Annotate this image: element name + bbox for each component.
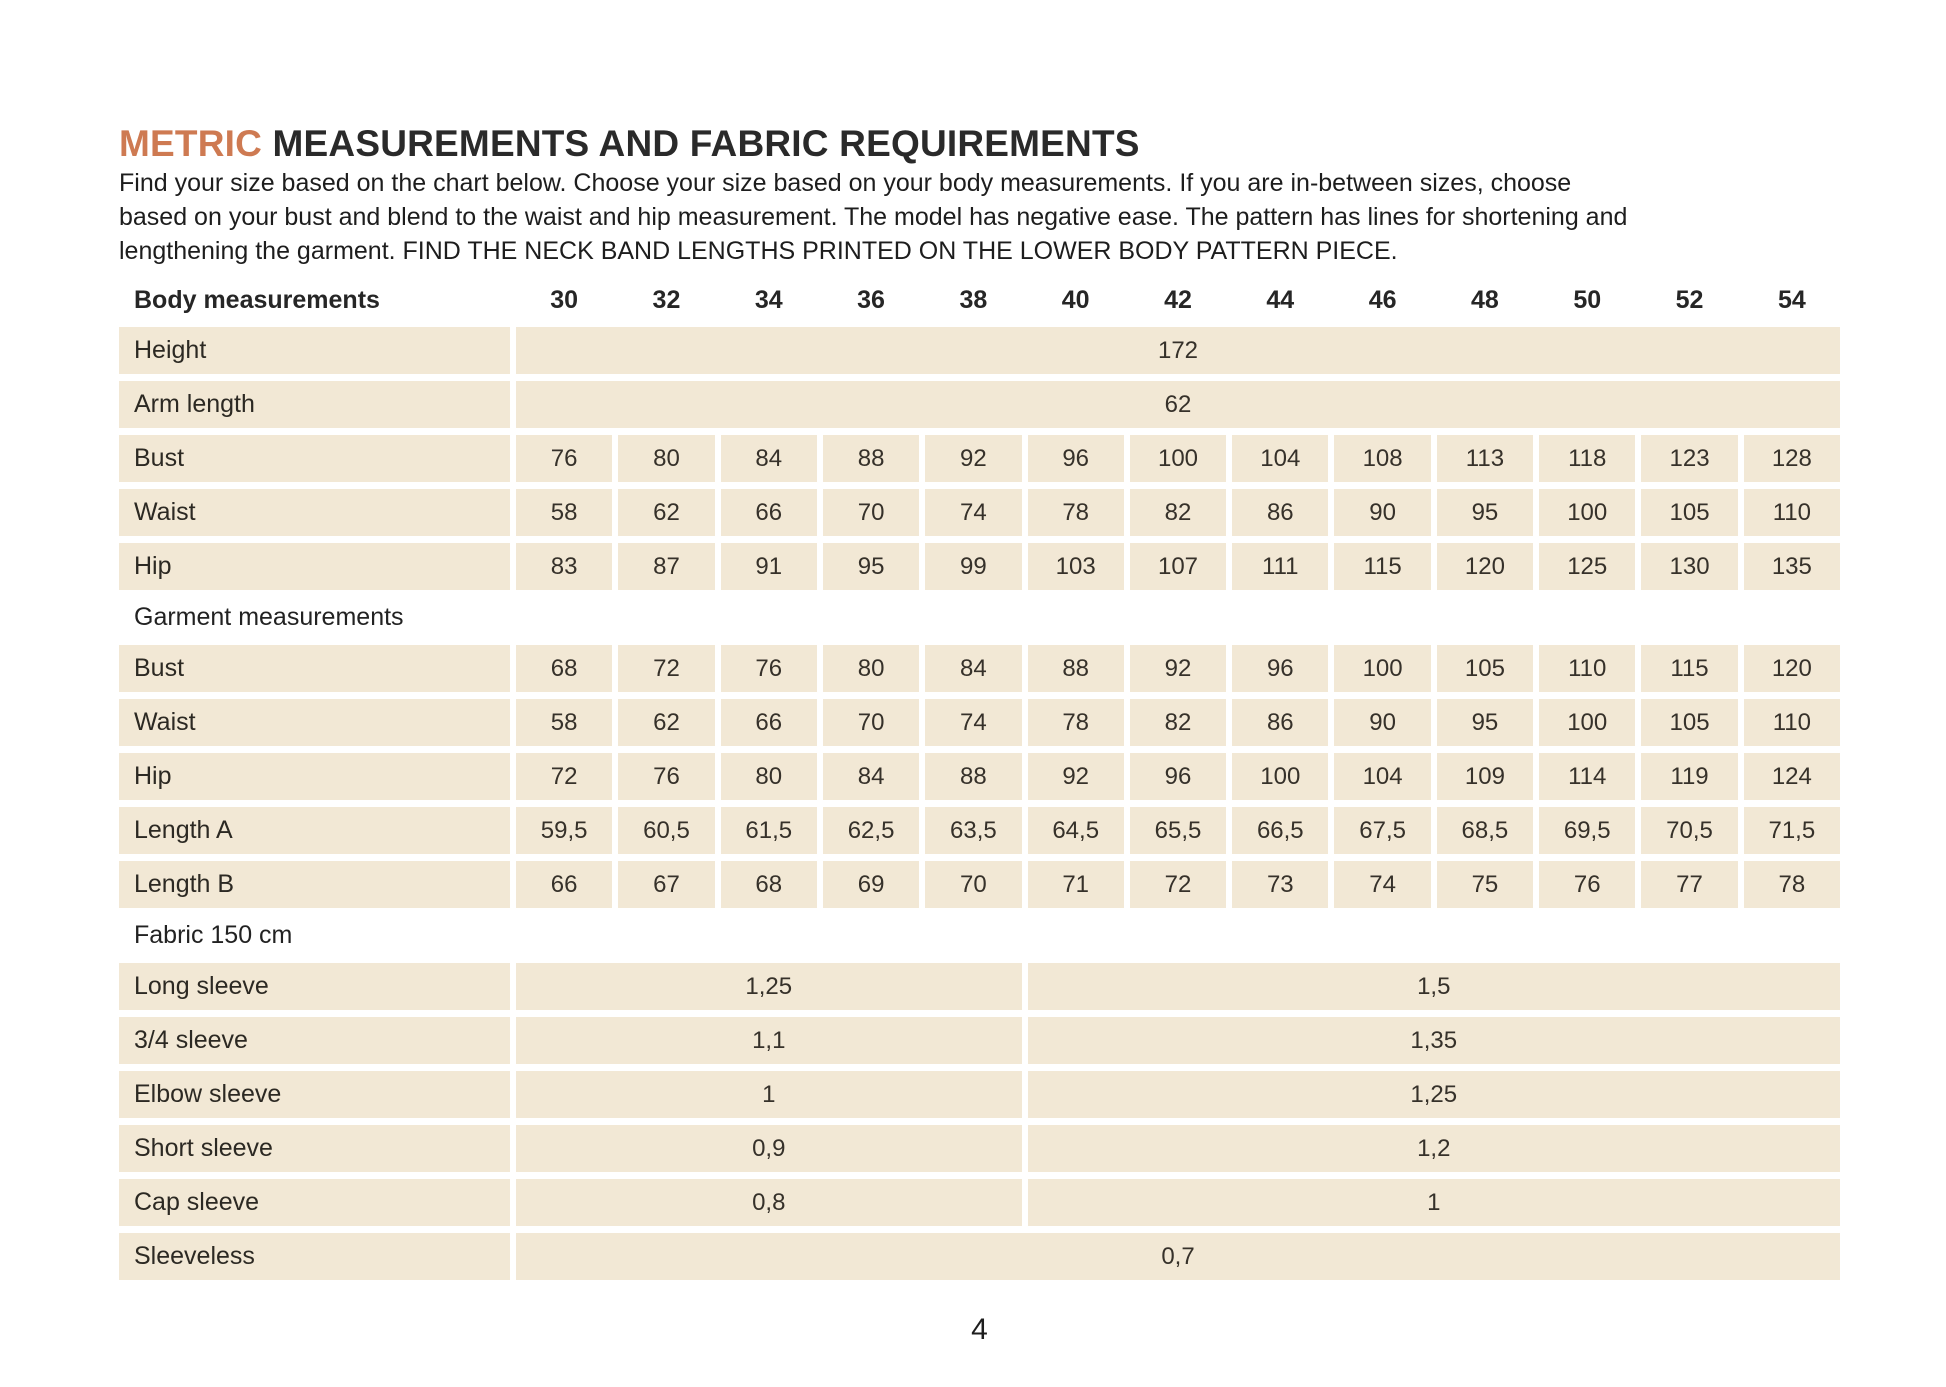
table-cell: 113 (1437, 435, 1533, 482)
table-row (119, 1179, 1840, 1226)
table-cell: 86 (1232, 699, 1328, 746)
table-cell: 100 (1539, 699, 1635, 746)
section-heading: Fabric 150 cm (134, 920, 293, 949)
table-cell: 78 (1028, 699, 1124, 746)
table-cell: 123 (1641, 435, 1737, 482)
table-cell: 63,5 (925, 807, 1021, 854)
page-number: 4 (971, 1313, 988, 1346)
table-cell: 100 (1334, 645, 1430, 692)
table-cell: 72 (1130, 861, 1226, 908)
table-cell-merged: 1,25 (516, 963, 1022, 1010)
table-cell: 70,5 (1641, 807, 1737, 854)
row-label: Short sleeve (119, 1125, 510, 1172)
table-cell: 92 (925, 435, 1021, 482)
table-cell: 104 (1334, 753, 1430, 800)
table-cell: 74 (1334, 861, 1430, 908)
table-cell: 87 (618, 543, 714, 590)
table-cell: 125 (1539, 543, 1635, 590)
table-cell: 100 (1232, 753, 1328, 800)
table-cell: 62,5 (823, 807, 919, 854)
table-cell: 95 (1437, 699, 1533, 746)
table-cell: 96 (1130, 753, 1226, 800)
table-row (119, 861, 1840, 908)
row-label: Height (119, 327, 510, 374)
table-cell: 66 (721, 699, 817, 746)
intro-line: lengthening the garment. FIND THE NECK BAND LENGTHS PRINTED ON THE LOWER BODY PATTERN PIECE. (119, 237, 1398, 265)
table-cell: 88 (925, 753, 1021, 800)
table-cell: 96 (1232, 645, 1328, 692)
table-cell: 108 (1334, 435, 1430, 482)
table-cell: 86 (1232, 489, 1328, 536)
table-cell-merged: 1 (516, 1071, 1022, 1118)
table-cell: 80 (823, 645, 919, 692)
table-cell: 135 (1744, 543, 1840, 590)
row-label: Length A (119, 807, 510, 854)
table-cell: 68 (516, 645, 612, 692)
table-cell: 62 (618, 699, 714, 746)
table-cell-merged: 62 (516, 381, 1840, 428)
table-cell: 67,5 (1334, 807, 1430, 854)
title-rest: MEASUREMENTS AND FABRIC REQUIREMENTS (272, 123, 1140, 164)
table-cell: 99 (925, 543, 1021, 590)
table-cell: 96 (1028, 435, 1124, 482)
table-cell: 69,5 (1539, 807, 1635, 854)
table-cell: 65,5 (1130, 807, 1226, 854)
column-header-size: 44 (1266, 285, 1295, 314)
table-cell: 105 (1641, 489, 1737, 536)
table-cell: 59,5 (516, 807, 612, 854)
table-cell-merged: 0,9 (516, 1125, 1022, 1172)
table-cell: 58 (516, 489, 612, 536)
intro-line: based on your bust and blend to the waist and hip measurement. The model has negative ease. The pattern has lines for shortening and (119, 203, 1628, 231)
column-header-size: 38 (959, 285, 988, 314)
table-cell: 88 (1028, 645, 1124, 692)
table-cell: 77 (1641, 861, 1737, 908)
column-header-size: 36 (857, 285, 885, 314)
table-row (119, 381, 1840, 428)
table-cell: 68 (721, 861, 817, 908)
table-cell: 69 (823, 861, 919, 908)
table-cell: 80 (618, 435, 714, 482)
table-cell: 105 (1641, 699, 1737, 746)
row-label: Sleeveless (119, 1233, 510, 1280)
table-cell: 78 (1028, 489, 1124, 536)
row-label: 3/4 sleeve (119, 1017, 510, 1064)
table-row (119, 807, 1840, 854)
row-label: Hip (119, 543, 510, 590)
table-cell: 109 (1437, 753, 1533, 800)
table-cell-merged: 172 (516, 327, 1840, 374)
table-cell: 84 (823, 753, 919, 800)
intro-line: Find your size based on the chart below. Choose your size based on your body measurements. If you are in-between sizes, choose (119, 169, 1572, 197)
table-cell-merged: 0,8 (516, 1179, 1022, 1226)
table-cell: 78 (1744, 861, 1840, 908)
table-cell: 104 (1232, 435, 1328, 482)
table-cell: 60,5 (618, 807, 714, 854)
table-cell: 115 (1641, 645, 1737, 692)
table-cell-merged: 1,2 (1028, 1125, 1840, 1172)
table-cell: 82 (1130, 699, 1226, 746)
row-label: Bust (119, 645, 510, 692)
column-header-size: 32 (652, 285, 681, 314)
table-cell: 114 (1539, 753, 1635, 800)
table-cell: 84 (721, 435, 817, 482)
measurements-table (119, 281, 1840, 1280)
row-label: Bust (119, 435, 510, 482)
table-cell: 58 (516, 699, 612, 746)
row-label: Waist (119, 699, 510, 746)
table-cell: 95 (1437, 489, 1533, 536)
table-cell: 107 (1130, 543, 1226, 590)
table-cell: 130 (1641, 543, 1737, 590)
table-cell: 83 (516, 543, 612, 590)
table-cell: 76 (1539, 861, 1635, 908)
table-row (119, 435, 1840, 482)
row-label: Waist (119, 489, 510, 536)
row-label: Arm length (119, 381, 510, 428)
row-label: Long sleeve (119, 963, 510, 1010)
table-row (119, 963, 1840, 1010)
table-row (119, 489, 1840, 536)
table-cell: 67 (618, 861, 714, 908)
table-header-row (119, 281, 1840, 319)
table-cell: 92 (1130, 645, 1226, 692)
table-cell: 74 (925, 699, 1021, 746)
table-cell: 119 (1641, 753, 1737, 800)
table-cell: 92 (1028, 753, 1124, 800)
column-header-size: 46 (1368, 285, 1397, 314)
table-cell: 110 (1539, 645, 1635, 692)
table-cell: 72 (516, 753, 612, 800)
section-heading: Garment measurements (134, 602, 404, 631)
table-cell: 73 (1232, 861, 1328, 908)
title-highlight: METRIC (119, 123, 263, 164)
table-cell: 110 (1744, 489, 1840, 536)
table-row (119, 699, 1840, 746)
table-cell: 100 (1130, 435, 1226, 482)
table-cell: 88 (823, 435, 919, 482)
table-cell: 115 (1334, 543, 1430, 590)
table-cell: 71,5 (1744, 807, 1840, 854)
table-cell: 124 (1744, 753, 1840, 800)
table-cell: 103 (1028, 543, 1124, 590)
table-cell: 66,5 (1232, 807, 1328, 854)
column-header-size: 48 (1471, 285, 1499, 314)
table-cell: 105 (1437, 645, 1533, 692)
table-cell: 95 (823, 543, 919, 590)
table-cell: 75 (1437, 861, 1533, 908)
table-row (119, 645, 1840, 692)
table-cell: 76 (618, 753, 714, 800)
table-cell-merged: 1 (1028, 1179, 1840, 1226)
table-cell-merged: 1,5 (1028, 963, 1840, 1010)
table-cell: 71 (1028, 861, 1124, 908)
table-cell-merged: 1,1 (516, 1017, 1022, 1064)
table-cell: 120 (1744, 645, 1840, 692)
column-header-size: 54 (1777, 285, 1806, 314)
row-label: Hip (119, 753, 510, 800)
column-header-size: 52 (1675, 285, 1704, 314)
table-cell: 72 (618, 645, 714, 692)
table-cell: 84 (925, 645, 1021, 692)
table-cell: 82 (1130, 489, 1226, 536)
column-header-size: 50 (1573, 285, 1602, 314)
column-header-size: 42 (1164, 285, 1192, 314)
page-content (119, 122, 1840, 1350)
page-title (119, 122, 1840, 166)
table-cell: 64,5 (1028, 807, 1124, 854)
intro-paragraph (119, 166, 1840, 268)
table-cell: 70 (925, 861, 1021, 908)
table-cell: 70 (823, 699, 919, 746)
table-cell: 128 (1744, 435, 1840, 482)
table-row (119, 1125, 1840, 1172)
table-cell: 90 (1334, 489, 1430, 536)
table-cell: 80 (721, 753, 817, 800)
column-header-size: 30 (550, 285, 579, 314)
column-header-size: 40 (1061, 285, 1090, 314)
table-cell-merged: 1,25 (1028, 1071, 1840, 1118)
table-row (119, 543, 1840, 590)
table-cell: 70 (823, 489, 919, 536)
table-cell: 110 (1744, 699, 1840, 746)
table-cell: 76 (516, 435, 612, 482)
table-row (119, 1233, 1840, 1280)
table-cell: 66 (516, 861, 612, 908)
table-cell: 66 (721, 489, 817, 536)
row-label: Elbow sleeve (119, 1071, 510, 1118)
table-cell: 62 (618, 489, 714, 536)
column-header-label: Body measurements (134, 285, 380, 314)
table-cell-merged: 1,35 (1028, 1017, 1840, 1064)
table-cell: 120 (1437, 543, 1533, 590)
table-cell-merged: 0,7 (516, 1233, 1840, 1280)
table-cell: 111 (1232, 543, 1328, 590)
table-cell: 61,5 (721, 807, 817, 854)
table-row (119, 327, 1840, 374)
table-row (119, 1071, 1840, 1118)
table-cell: 74 (925, 489, 1021, 536)
table-cell: 100 (1539, 489, 1635, 536)
table-row (119, 753, 1840, 800)
table-cell: 90 (1334, 699, 1430, 746)
table-cell: 118 (1539, 435, 1635, 482)
row-label: Length B (119, 861, 510, 908)
table-row (119, 1017, 1840, 1064)
column-header-size: 34 (754, 285, 783, 314)
row-label: Cap sleeve (119, 1179, 510, 1226)
table-cell: 68,5 (1437, 807, 1533, 854)
table-cell: 91 (721, 543, 817, 590)
table-cell: 76 (721, 645, 817, 692)
